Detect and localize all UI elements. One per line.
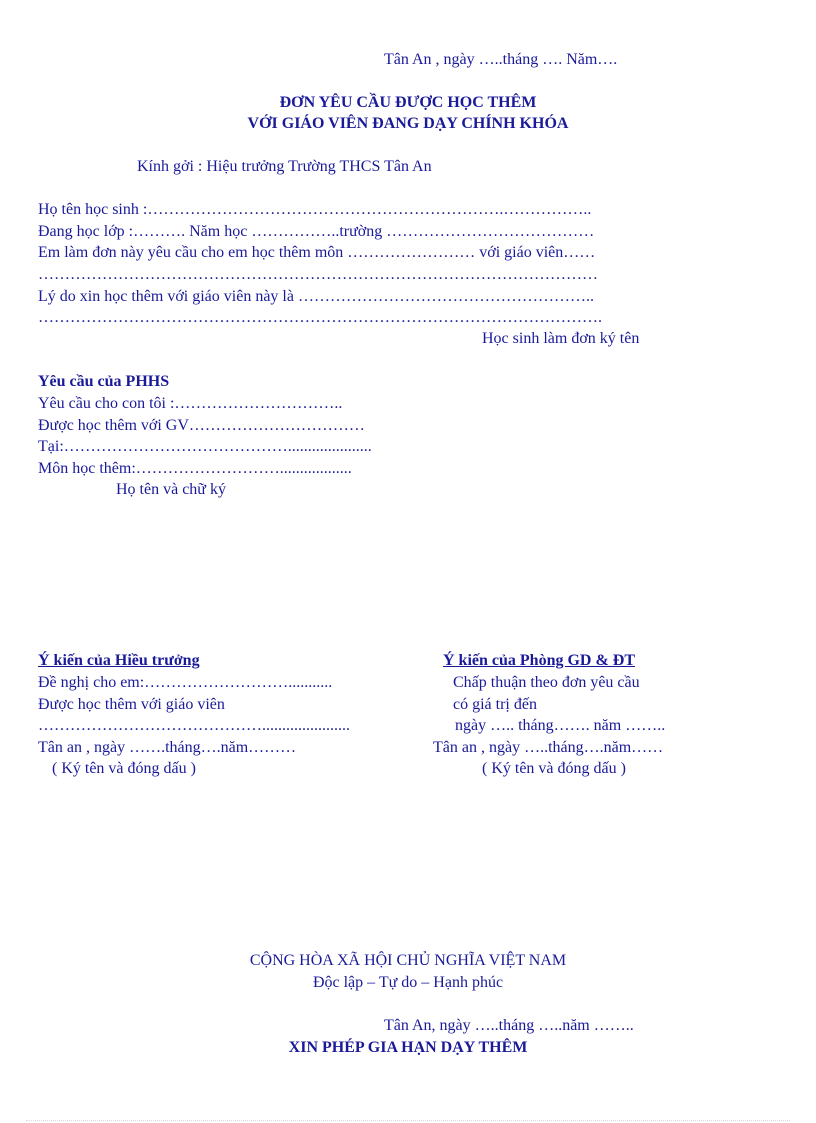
nation-heading: CỘNG HÒA XÃ HỘI CHỦ NGHĨA VIỆT NAM	[249, 952, 567, 969]
form-title-line1: ĐƠN YÊU CẦU ĐƯỢC HỌC THÊM	[279, 94, 537, 111]
parent-signature-label: Họ tên và chữ ký	[116, 481, 226, 498]
field-reason-continuation: …………………………………………………………………………………………….	[38, 309, 602, 326]
field-class-year-school: Đang học lớp :………. Năm học ……………..trường …………………………………	[38, 223, 595, 240]
form-title-line2: VỚI GIÁO VIÊN ĐANG DẠY CHÍNH KHÓA	[247, 115, 569, 132]
principal-line-teacher: Được học thêm với giáo viên	[38, 696, 225, 713]
recipient: Kính gởi : Hiệu trưởng Trường THCS Tân An	[137, 158, 432, 175]
parent-line-request: Yêu cầu cho con tôi :…………………………..	[38, 395, 343, 412]
department-signature-label: ( Ký tên và đóng dấu )	[482, 760, 626, 777]
department-line-approve: Chấp thuận theo đơn yêu cầu	[453, 674, 640, 691]
principal-date: Tân an , ngày …….tháng….năm………	[38, 739, 297, 756]
department-date: Tân an , ngày …..tháng….năm……	[433, 739, 664, 756]
parent-line-teacher: Được học thêm với GV……………………………	[38, 417, 365, 434]
field-reason: Lý do xin học thêm với giáo viên này là ………………………………………………..	[38, 288, 594, 305]
parent-line-subject: Môn học thêm:………………………..................	[38, 460, 352, 477]
header-date: Tân An , ngày …..tháng …. Năm….	[384, 51, 618, 68]
field-student-name: Họ tên học sinh :………………………………………………………….……………..	[38, 201, 592, 218]
student-signature-label: Học sinh làm đơn ký tên	[482, 330, 640, 347]
field-continuation: ……………………………………………………………………………………………	[38, 266, 598, 283]
department-line-until: ngày ….. tháng……. năm ……..	[455, 717, 666, 734]
nation-motto: Độc lập – Tự do – Hạnh phúc	[312, 974, 504, 991]
department-line-valid: có giá trị đến	[453, 696, 537, 713]
principal-line-recommend: Đề nghị cho em:………………………...........	[38, 674, 333, 691]
field-subject-teacher: Em làm đơn này yêu cầu cho em học thêm môn …………………… với giáo viên……	[38, 244, 596, 261]
principal-signature-label: ( Ký tên và đóng dấu )	[52, 760, 196, 777]
second-form-title: XIN PHÉP GIA HẠN DẠY THÊM	[288, 1039, 528, 1056]
parent-heading: Yêu cầu của PHHS	[38, 373, 170, 390]
page-bottom-divider	[26, 1120, 790, 1121]
principal-line-blank: ……………………………………......................	[38, 717, 350, 734]
second-form-date: Tân An, ngày …..tháng …..năm ……..	[384, 1017, 634, 1034]
parent-line-place: Tại:…………………………………….....................	[38, 438, 372, 455]
principal-heading: Ý kiến của Hiều trưởng	[38, 652, 200, 669]
department-heading: Ý kiến của Phòng GD & ĐT	[443, 652, 636, 669]
